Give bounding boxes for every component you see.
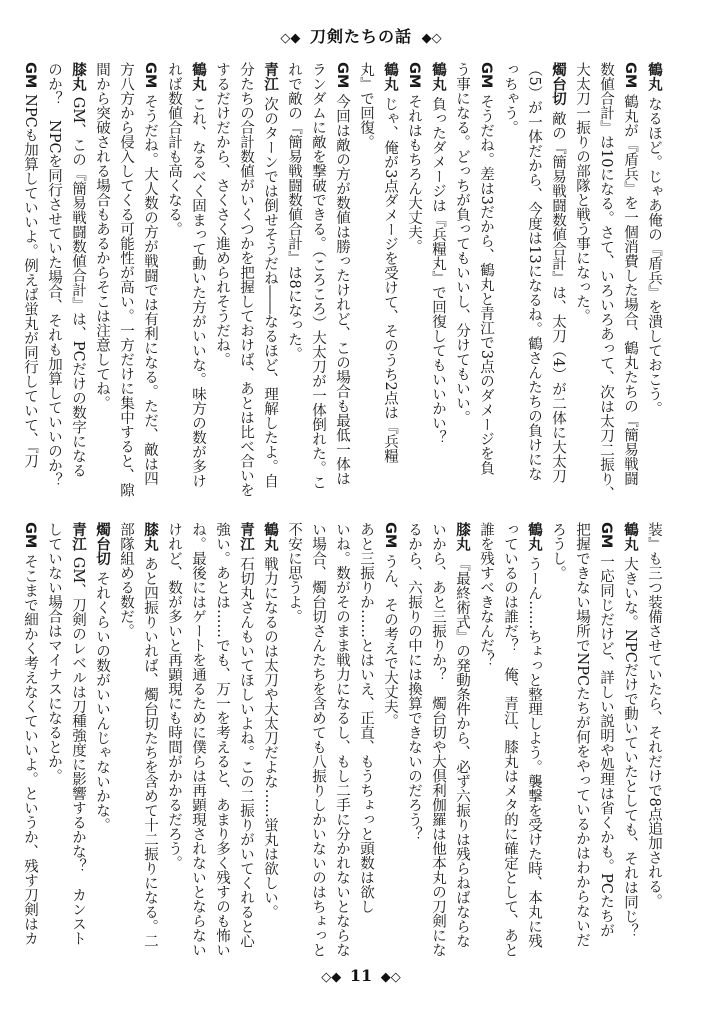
continuation-line xyxy=(546,522,570,954)
page-header xyxy=(0,24,722,47)
line-text: じゃ、俺が3点ダメージを受けて、そのうち2点は『兵糧 xyxy=(382,96,398,464)
line-text: 方八方から侵入してくる可能性が高い。一方だけに集中すると、隙 xyxy=(118,62,134,497)
line-text: それくらいの数がいいんじゃないかな。 xyxy=(94,571,110,833)
dialogue-line xyxy=(66,522,90,954)
line-text: NPCも加算していいよ。例えば蛍丸が同行していて、『刀 xyxy=(22,94,38,469)
header-left-diamonds: ◇◆ xyxy=(280,31,301,46)
line-text: れで敵の『簡易戦闘数値合計』は8になった。 xyxy=(286,62,302,362)
line-text: あと四振りいれば、燭台切たちを含めて十二振りになる。二 xyxy=(142,556,158,949)
page-footer xyxy=(0,966,722,985)
chapter-title: 刀剣たちの話 xyxy=(309,27,412,46)
dialogue-line xyxy=(18,62,42,494)
line-text: うん、その考えで大丈夫。 xyxy=(382,554,398,729)
continuation-line xyxy=(498,522,522,957)
line-text: ランダムに敵を撃破できる。（ころころ）大太刀が一体倒れた。こ xyxy=(310,62,326,490)
speaker-name: 燭台切 xyxy=(550,62,566,106)
line-text: っちゃう。 xyxy=(502,62,518,135)
continuation-line xyxy=(210,62,234,494)
continuation-line xyxy=(498,62,522,494)
continuation-line xyxy=(210,522,234,957)
speaker-name: 鶴丸 xyxy=(382,62,398,91)
line-text: う事になる。どっちが負ってもいいし、分けてもいい。 xyxy=(454,62,470,425)
speaker-name: 鶴丸 xyxy=(622,522,638,551)
continuation-line xyxy=(234,62,258,497)
speaker-name: 鶴丸 xyxy=(262,522,278,551)
continuation-line xyxy=(114,62,138,497)
dialogue-line xyxy=(138,522,162,954)
line-text: GM、この『簡易戦闘数値合計』は、PCだけの数字になる xyxy=(70,96,86,478)
dialogue-line xyxy=(186,62,210,494)
continuation-line xyxy=(42,62,66,494)
continuation-line xyxy=(114,522,138,954)
continuation-line xyxy=(282,62,306,494)
line-text: 今回は敵の方が数値は勝ったけれど、この場合も最低一体は xyxy=(334,94,350,486)
speaker-name: GM xyxy=(334,62,350,89)
line-text: 分たちの合計数値がいくつかを把握しておけば、あとは比べ合いを xyxy=(238,62,254,497)
speaker-name: 鶴丸 xyxy=(526,522,542,551)
dialogue-line xyxy=(234,522,258,954)
line-text: 不安に思うよ。 xyxy=(286,522,302,624)
dialogue-line xyxy=(378,522,402,954)
dialogue-line xyxy=(618,522,642,954)
line-text: 『最終術式』の発動条件から、必ず六振りは残らねばならな xyxy=(454,556,470,949)
continuation-line xyxy=(594,62,618,501)
dialogue-line xyxy=(66,62,90,494)
speaker-name: 青江 xyxy=(70,522,86,551)
dialogue-line xyxy=(522,522,546,954)
dialogue-line xyxy=(642,62,666,494)
continuation-line xyxy=(354,522,378,954)
line-text: い場合、燭台切さんたちを含めても八振りしかいないのはちょっと xyxy=(310,522,326,957)
line-text: そうだね。大人数の方が戦闘では有利になる。ただ、敵は四 xyxy=(142,94,158,486)
line-text: するだけだから、さくさく進められそうだね。 xyxy=(214,62,230,367)
dialogue-line xyxy=(258,522,282,954)
footer-left-diamonds: ◇◆ xyxy=(321,970,342,985)
speaker-name: 鶴丸 xyxy=(430,62,446,91)
dialogue-line xyxy=(18,522,42,954)
upper-text-block xyxy=(22,62,666,501)
dialogue-line xyxy=(618,62,642,494)
continuation-line xyxy=(570,522,594,954)
line-text: 次のターンでは倒せそうだね――なるほど、理解したよ。自 xyxy=(262,96,278,489)
line-text: 戦力になるのは太刀や大太刀だよな……蛍丸は欲しい。 xyxy=(262,556,278,920)
line-text: 把握できない場所でNPCたちが何をやっているかはわからないだ xyxy=(574,522,590,948)
speaker-name: 鶴丸 xyxy=(190,62,206,91)
line-text: あと三振りか……とはいえ、正直、もうちょっと頭数は欲し xyxy=(358,522,374,914)
line-text: 鶴丸が『盾兵』を一個消費した場合、鶴丸たちの『簡易戦闘 xyxy=(622,94,638,486)
speaker-name: GM xyxy=(22,522,38,549)
dialogue-line xyxy=(378,62,402,494)
dialogue-line xyxy=(258,62,282,494)
dialogue-line xyxy=(594,522,618,954)
line-text: GM、刀剣のレベルは刀種強度に影響するかな？ カンスト xyxy=(70,556,86,946)
dialogue-line xyxy=(426,62,450,494)
line-text: いね。数がそのまま戦力になるし、もし二手に分かれないとならな xyxy=(334,522,350,957)
dialogue-line xyxy=(90,522,114,954)
speaker-name: GM xyxy=(406,62,422,89)
line-text: 装』も三つ装備させていたら、それだけで8点追加される。 xyxy=(646,522,662,909)
line-text: 敵の『簡易戦闘数値合計』は、太刀（4）が二体に大太刀 xyxy=(550,111,566,484)
line-text: 石切丸さんもいてほしいよね。この二振りがいてくれると心 xyxy=(238,556,254,949)
line-text: のか？ NPCを同行させていた場合、それも加算していいのか？ xyxy=(46,62,62,488)
line-text: れば数値合計も高くなる。 xyxy=(166,62,182,236)
speaker-name: 燭台切 xyxy=(94,522,110,566)
speaker-name: 鶴丸 xyxy=(646,62,662,91)
continuation-line xyxy=(522,62,546,494)
speaker-name: GM xyxy=(22,62,38,89)
line-text: なるほど。じゃあ俺の『盾兵』を潰しておこう。 xyxy=(646,96,662,416)
dialogue-line xyxy=(402,62,426,494)
continuation-line xyxy=(282,522,306,954)
line-text: これ、なるべく固まって動いた方がいいな。味方の数が多け xyxy=(190,96,206,489)
line-text: 誰を残すべきなんだ？ xyxy=(478,522,494,667)
speaker-name: GM xyxy=(622,62,638,89)
continuation-line xyxy=(354,62,378,494)
continuation-line xyxy=(642,522,666,954)
line-text: ね。最後にはゲートを通るために僕らは再顕現されないとならない xyxy=(190,522,206,957)
line-text: 大きいな。NPCだけで動いていたとしても、それは同じ？ xyxy=(622,556,638,939)
page-number: 11 xyxy=(349,966,373,985)
speaker-name: GM xyxy=(598,522,614,549)
line-text: 強い。あとは……でも、万一を考えると、あまり多く残すのも怖い xyxy=(214,522,230,957)
speaker-name: GM xyxy=(478,62,494,89)
continuation-line xyxy=(330,522,354,957)
speaker-name: GM xyxy=(382,522,398,549)
continuation-line xyxy=(450,62,474,494)
line-text: うーん……ちょっと整理しよう。襲撃を受けた時、本丸に残 xyxy=(526,556,542,949)
line-text: そうだね。差は3だから、鶴丸と青江で3点のダメージを負 xyxy=(478,94,494,476)
line-text: いから、あと三振りか？ 燭台切や大倶利伽羅は他本丸の刀剣にな xyxy=(430,522,446,957)
dialogue-line xyxy=(474,62,498,494)
continuation-line xyxy=(42,522,66,954)
line-text: ろうし。 xyxy=(550,522,566,580)
continuation-line xyxy=(306,62,330,494)
line-text: っているのは誰だ？ 俺、青江、膝丸はメタ的に確定として、あと xyxy=(502,522,518,957)
line-text: けれど、数が多いと再顕現にも時間がかかるだろう。 xyxy=(166,522,182,870)
line-text: 部隊組める数だ。 xyxy=(118,522,134,638)
dialogue-line xyxy=(138,62,162,494)
speaker-name: 青江 xyxy=(238,522,254,551)
speaker-name: 青江 xyxy=(262,62,278,91)
dialogue-line xyxy=(450,522,474,954)
line-text: 一応同じだけど、詳しい説明や処理は省くかも。PCたちが xyxy=(598,554,614,938)
line-text: 数値合計』は10になる。さて、いろいろあって、次は太刀二振り、 xyxy=(598,62,614,501)
line-text: していない場合はマイナスになるとか。 xyxy=(46,522,62,783)
line-text: そこまで細かく考えなくていいよ。というか、残す刀剣はカ xyxy=(22,554,38,946)
continuation-line xyxy=(90,62,114,494)
line-text: （5）が一体だから、今度は13になるね。鶴さんたちの負けにな xyxy=(526,62,542,482)
line-text: 負ったダメージは『兵糧丸』で回復してもいいかい？ xyxy=(430,96,446,445)
dialogue-line xyxy=(330,62,354,494)
continuation-line xyxy=(162,62,186,494)
continuation-line xyxy=(186,522,210,957)
continuation-line xyxy=(306,522,330,957)
speaker-name: 膝丸 xyxy=(142,522,158,551)
continuation-line xyxy=(402,522,426,954)
continuation-line xyxy=(162,522,186,954)
line-text: 丸』で回復。 xyxy=(358,62,374,149)
header-right-diamonds: ◆◇ xyxy=(421,31,442,46)
lower-text-block xyxy=(22,522,666,957)
speaker-name: 膝丸 xyxy=(454,522,470,551)
line-text: るから、六振りの中には換算できないのだろう？ xyxy=(406,522,422,841)
line-text: それはもちろん大丈夫。 xyxy=(406,94,422,254)
continuation-line xyxy=(426,522,450,957)
speaker-name: GM xyxy=(142,62,158,89)
footer-right-diamonds: ◆◇ xyxy=(380,970,401,985)
dialogue-line xyxy=(546,62,570,494)
continuation-line xyxy=(570,62,594,494)
line-text: 大太刀一振りの部隊と戦う事になった。 xyxy=(574,62,590,323)
speaker-name: 膝丸 xyxy=(70,62,86,91)
continuation-line xyxy=(474,522,498,954)
line-text: 間から突破される場合もあるからそこは注意してね。 xyxy=(94,62,110,410)
